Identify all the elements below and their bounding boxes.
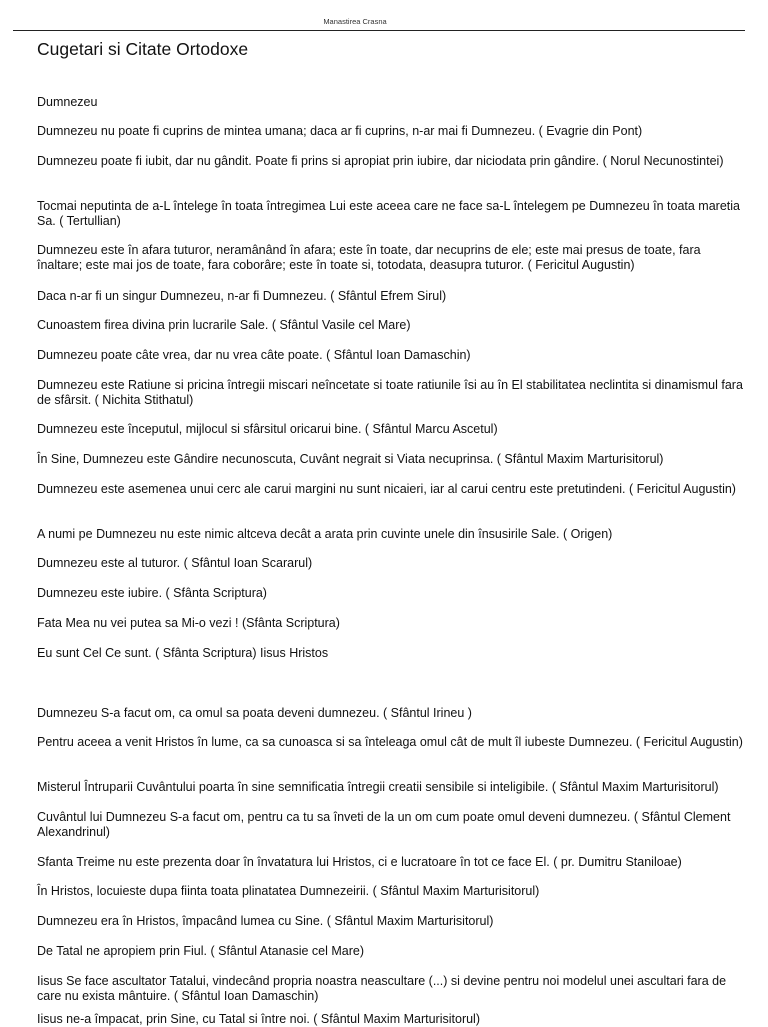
- quote-item: Dumnezeu era în Hristos, împacând lumea cu Sine. ( Sfântul Maxim Marturisitorul): [37, 914, 494, 928]
- quote-item: Eu sunt Cel Ce sunt. ( Sfânta Scriptura) Iisus Hristos: [37, 646, 329, 660]
- quote-item: Pentru aceea a venit Hristos în lume, ca sa cunoasca si sa înteleaga omul cât de mult îl iubeste Dumnezeu. ( Fericitul Augustin): [37, 735, 743, 749]
- quote-item: Dumnezeu este Ratiune si pricina întregii miscari neîncetate si toate ratiunile îsi au în El stabilitatea neclintita si dinamismul fara de sfârsit. ( Nichita Stithatul): [37, 378, 743, 407]
- document-title: Cugetari si Citate Ortodoxe: [37, 39, 249, 59]
- quote-item: De Tatal ne apropiem prin Fiul. ( Sfântul Atanasie cel Mare): [37, 944, 365, 958]
- quote-item: Dumnezeu este asemenea unui cerc ale carui margini nu sunt nicaieri, iar al carui centru este pretutindeni. ( Fericitul Augustin): [37, 482, 736, 496]
- quote-item: Dumnezeu S-a facut om, ca omul sa poata deveni dumnezeu. ( Sfântul Irineu ): [37, 706, 472, 720]
- quote-item: Cuvântul lui Dumnezeu S-a facut om, pentru ca tu sa înveti de la un om cum poate omul deveni dumnezeu. ( Sfântul Clement Alexandrinul): [37, 810, 731, 839]
- quote-item: Dumnezeu nu poate fi cuprins de mintea umana; daca ar fi cuprins, n-ar mai fi Dumnezeu. ( Evagrie din Pont): [37, 124, 643, 138]
- section-heading: Dumnezeu: [37, 95, 98, 109]
- quote-item: Tocmai neputinta de a-L întelege în toata întregimea Lui este aceea care ne face sa-L întelegem pe Dumnezeu în toata maretia Sa. ( Tertullian): [37, 199, 740, 228]
- header-divider: [13, 30, 745, 31]
- quote-item: În Hristos, locuieste dupa fiinta toata plinatatea Dumnezeirii. ( Sfântul Maxim Marturisitorul): [37, 884, 540, 898]
- quote-item: Dumnezeu este în afara tuturor, neramânând în afara; este în toate, dar necuprins de ele; este mai presus de toate, fara înaltare; este mai jos de toate, fara coborâre; este în toate si, totodata, deasupra tuturor. ( Fericitul Augustin): [37, 243, 701, 272]
- quote-item: Fata Mea nu vei putea sa Mi-o vezi ! (Sfânta Scriptura): [37, 616, 340, 630]
- quote-item: Dumnezeu este al tuturor. ( Sfântul Ioan Scararul): [37, 556, 313, 570]
- quote-item: Daca n-ar fi un singur Dumnezeu, n-ar fi Dumnezeu. ( Sfântul Efrem Sirul): [37, 289, 447, 303]
- quote-item: Misterul Întruparii Cuvântului poarta în sine semnificatia întregii creatii sensibile si inteligibile. ( Sfântul Maxim Marturisitorul): [37, 780, 719, 794]
- quote-item: Dumnezeu este iubire. ( Sfânta Scriptura): [37, 586, 267, 600]
- quote-item: Dumnezeu poate câte vrea, dar nu vrea câte poate. ( Sfântul Ioan Damaschin): [37, 348, 471, 362]
- running-header: Manastirea Crasna: [323, 17, 387, 26]
- quote-item: Cunoastem firea divina prin lucrarile Sale. ( Sfântul Vasile cel Mare): [37, 318, 411, 332]
- quote-item: Dumnezeu poate fi iubit, dar nu gândit. Poate fi prins si apropiat prin iubire, dar niciodata prin gândire. ( Norul Necunostintei): [37, 154, 724, 168]
- quote-item: Dumnezeu este începutul, mijlocul si sfârsitul oricarui bine. ( Sfântul Marcu Ascetul): [37, 422, 498, 436]
- quote-item: A numi pe Dumnezeu nu este nimic altceva decât a arata prin cuvinte unele din însusirile Sale. ( Origen): [37, 527, 613, 541]
- quote-item: Iisus ne-a împacat, prin Sine, cu Tatal si între noi. ( Sfântul Maxim Marturisitorul): [37, 1012, 480, 1026]
- quote-item: În Sine, Dumnezeu este Gândire necunoscuta, Cuvânt negrait si Viata necuprinsa. ( Sfântul Maxim Marturisitorul): [37, 452, 664, 466]
- quote-item: Sfanta Treime nu este prezenta doar în învatatura lui Hristos, ci e lucratoare în tot ce face El. ( pr. Dumitru Staniloae): [37, 855, 682, 869]
- quote-item: Iisus Se face ascultator Tatalui, vindecând propria noastra neascultare (...) si devine pentru noi modelul unei ascultari fara de care nu exista mântuire. ( Sfântul Ioan Damaschin): [37, 974, 727, 1003]
